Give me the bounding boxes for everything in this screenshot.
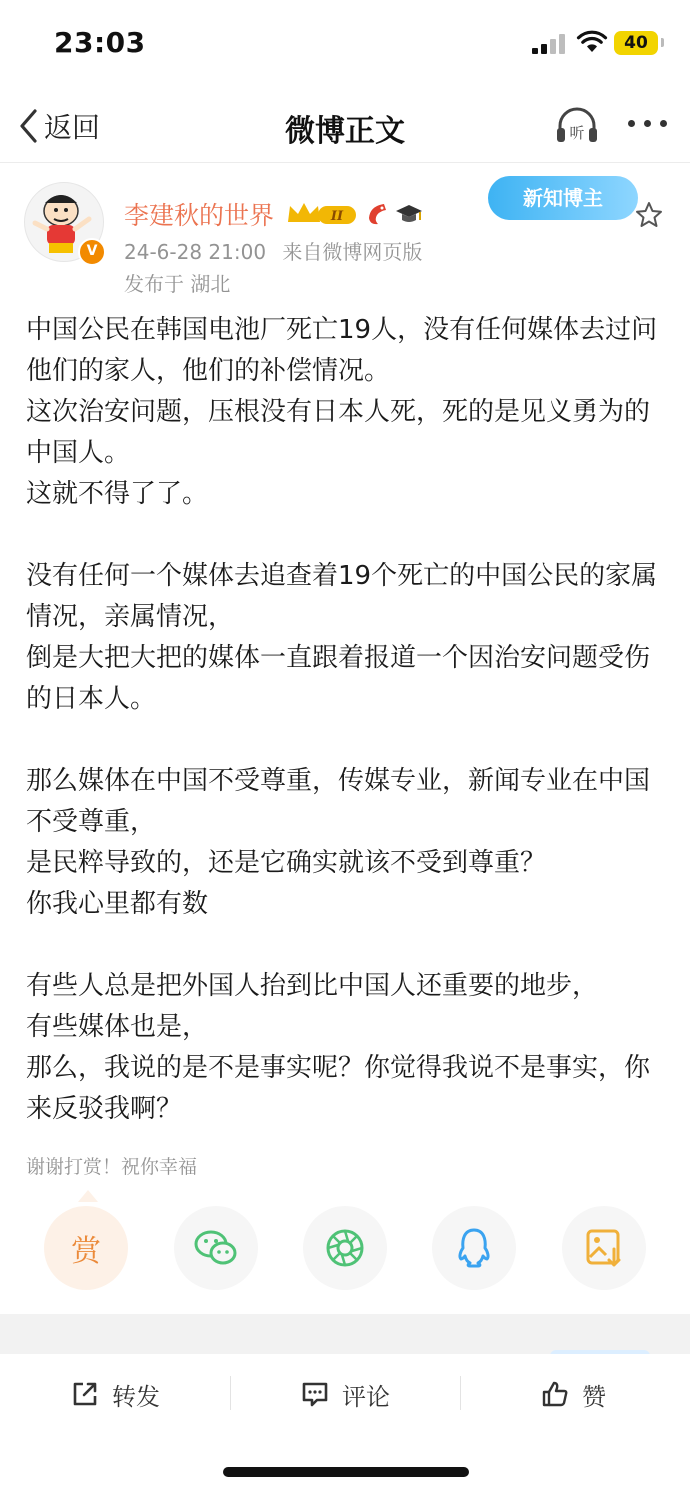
post-paragraph: 你我心里都有数 xyxy=(26,889,209,919)
home-indicator[interactable] xyxy=(223,1467,469,1477)
share-moments-button[interactable] xyxy=(303,1206,387,1290)
post-paragraph: 中国公民在韩国电池厂死亡19人，没有任何媒体去过问他们的家人，他们的补偿情况。 xyxy=(26,315,658,386)
paragraph-gap xyxy=(26,720,666,761)
verified-icon: V xyxy=(78,238,106,266)
moments-icon xyxy=(324,1227,366,1269)
post-meta xyxy=(124,236,422,265)
paragraph-gap xyxy=(26,515,666,556)
page-title: 微博正文 xyxy=(285,114,405,149)
reward-button[interactable] xyxy=(44,1206,128,1290)
signal-icon xyxy=(532,34,566,54)
like-button[interactable] xyxy=(540,1374,606,1414)
post-paragraph: 没有任何一个媒体去追查着19个死亡的中国公民的家属情况，亲属情况， xyxy=(26,561,658,632)
reward-label: 赏 xyxy=(71,1234,101,1269)
headphones-icon[interactable] xyxy=(554,104,600,148)
qq-icon xyxy=(454,1226,494,1270)
reward-thanks-text: 谢谢打赏！祝你幸福 xyxy=(26,1156,198,1178)
comment-button[interactable] xyxy=(300,1374,390,1414)
more-icon[interactable] xyxy=(626,120,670,130)
wechat-icon xyxy=(193,1227,239,1269)
toolbar-divider xyxy=(230,1376,231,1410)
cap-icon xyxy=(394,200,424,228)
section-divider xyxy=(0,1314,690,1354)
listen-label: 听 xyxy=(569,124,585,142)
post-content xyxy=(26,310,666,1130)
save-image-button[interactable] xyxy=(562,1206,646,1290)
post-paragraph: 有些媒体也是， xyxy=(26,1012,209,1042)
battery-icon: 40 xyxy=(614,31,658,55)
post-location: 发布于 湖北 xyxy=(124,272,231,296)
repost-label: 转发 xyxy=(112,1382,160,1411)
share-wechat-button[interactable] xyxy=(174,1206,258,1290)
post-paragraph: 这就不得了了。 xyxy=(26,479,209,509)
wifi-icon xyxy=(576,30,608,54)
toolbar-divider xyxy=(460,1376,461,1410)
back-label: 返回 xyxy=(44,111,101,144)
shrimp-icon xyxy=(364,200,390,228)
post-paragraph: 倒是大把大把的媒体一直跟着报道一个因治安问题受伤的日本人。 xyxy=(26,643,651,714)
reward-pointer xyxy=(78,1190,98,1202)
new-knowledge-blogger-badge[interactable]: 新知博主 xyxy=(488,176,638,220)
post-paragraph: 那么媒体在中国不受尊重，传媒专业，新闻专业在中国不受尊重， xyxy=(26,766,651,837)
status-time: 23:03 xyxy=(54,26,146,59)
bottom-toolbar xyxy=(0,1354,690,1434)
comment-label: 评论 xyxy=(342,1382,390,1411)
author-name[interactable]: 李建秋的世界 xyxy=(124,201,275,230)
nav-bar xyxy=(0,90,690,163)
comment-icon xyxy=(300,1379,330,1409)
like-icon xyxy=(540,1379,570,1409)
paragraph-gap xyxy=(26,925,666,966)
post-paragraph: 那么，我说的是不是事实呢？你觉得我说不是事实，你来反驳我啊？ xyxy=(26,1053,651,1124)
crown-level: II xyxy=(330,209,344,224)
star-icon[interactable] xyxy=(634,200,664,230)
save-image-icon xyxy=(584,1227,624,1269)
post-time: 24-6-28 21:00 xyxy=(124,240,267,264)
crown-icon xyxy=(286,200,358,228)
post-paragraph: 有些人总是把外国人抬到比中国人还重要的地步， xyxy=(26,971,599,1001)
repost-icon xyxy=(70,1379,100,1409)
post-paragraph: 这次治安问题，压根没有日本人死，死的是见义勇为的中国人。 xyxy=(26,397,651,468)
post-source: 来自微博网页版 xyxy=(282,240,423,264)
repost-button[interactable] xyxy=(70,1374,160,1414)
share-qq-button[interactable] xyxy=(432,1206,516,1290)
post-paragraph: 是民粹导致的，还是它确实就该不受到尊重？ xyxy=(26,848,547,878)
share-row xyxy=(0,1206,690,1294)
like-label: 赞 xyxy=(582,1382,606,1411)
author-header xyxy=(0,170,690,300)
status-bar xyxy=(0,0,690,90)
battery-tip xyxy=(661,38,664,47)
